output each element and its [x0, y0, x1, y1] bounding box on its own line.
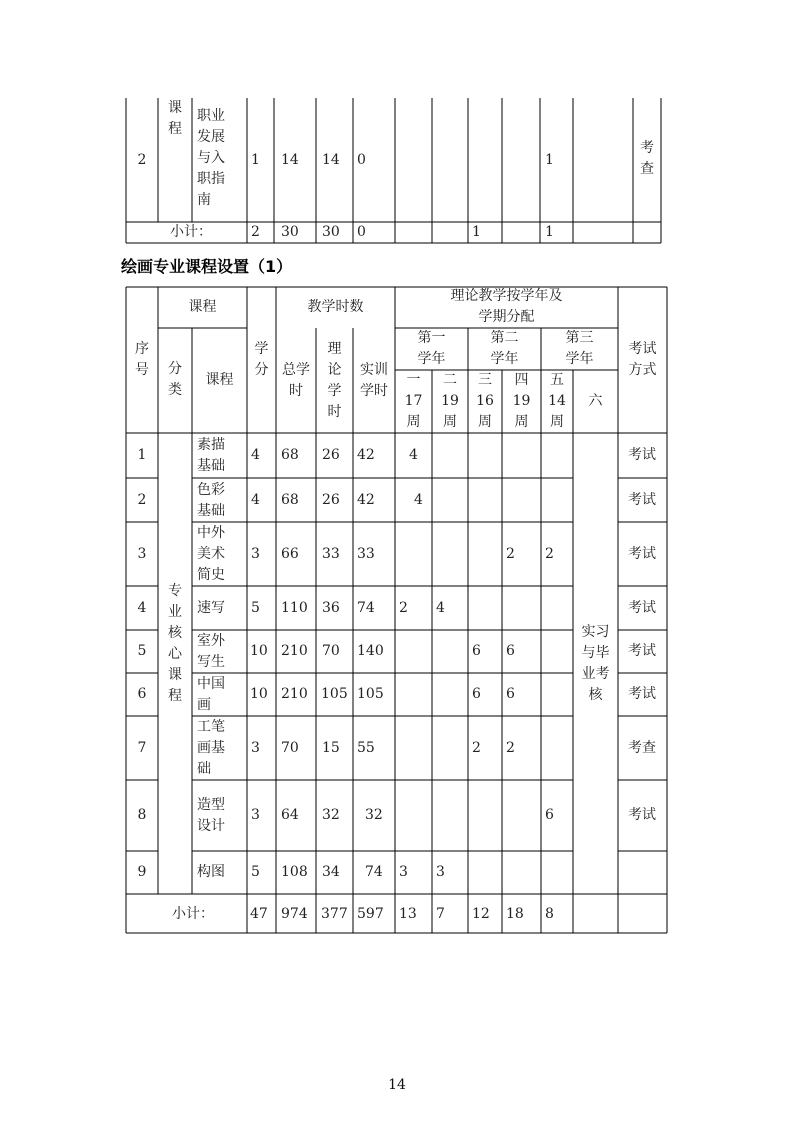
cell-practice: 74: [357, 600, 375, 616]
cell-s4: 6: [506, 643, 515, 659]
internship-note: 实习 与毕 业考 核: [581, 624, 610, 703]
cell-course: 中国 画: [197, 676, 225, 713]
cell-theory: 26: [322, 447, 340, 463]
subtotal-practice: 597: [357, 906, 384, 922]
header-schedule-group: 理论教学按学年及 学期分配: [450, 288, 563, 325]
cell-s4: 6: [506, 686, 515, 702]
top-subtotal-theory: 30: [322, 224, 340, 240]
cell-no: 7: [137, 740, 147, 756]
cell-practice: 55: [357, 740, 375, 756]
header-theory: 理 论 学 时: [327, 341, 342, 420]
header-practice: 实训 学时: [360, 362, 388, 399]
top-subtotal-s3: 1: [472, 224, 481, 240]
top-subtotal-s5: 1: [545, 224, 554, 240]
header-sem2: 二 19 周: [441, 372, 459, 430]
cell-theory: 36: [322, 600, 340, 616]
cell-s2: 4: [436, 600, 445, 616]
top-row-course: 职业 发展 与入 职指 南: [197, 108, 225, 208]
cell-total: 210: [281, 686, 308, 702]
header-sem4: 四 19 周: [512, 372, 531, 430]
cell-course: 速写: [197, 600, 225, 616]
cell-credits: 3: [251, 740, 260, 756]
header-year1: 第一 学年: [417, 330, 446, 367]
cell-course: 色彩 基础: [197, 482, 225, 519]
cell-total: 210: [281, 643, 308, 659]
top-row-theory: 14: [322, 152, 340, 168]
cell-no: 5: [137, 643, 147, 659]
cell-s4: 2: [506, 546, 515, 562]
top-subtotal-label: 小计：: [170, 224, 212, 240]
top-row-credits: 1: [251, 152, 260, 168]
cell-exam: 考试: [628, 600, 656, 616]
category-label: 专 业 核 心 课 程: [168, 583, 182, 704]
cell-exam: 考查: [628, 740, 656, 756]
cell-practice: 33: [357, 546, 375, 562]
cell-total: 66: [281, 546, 299, 562]
top-subtotal-credits: 2: [251, 224, 260, 240]
header-year2: 第二 学年: [490, 330, 519, 367]
cell-course: 室外 写生: [197, 633, 225, 670]
cell-no: 2: [137, 492, 147, 508]
top-subtotal-total: 30: [281, 224, 299, 240]
cell-s5: 2: [545, 546, 554, 562]
cell-course: 中外 美术 简史: [197, 525, 225, 583]
cell-exam: 考试: [628, 546, 656, 562]
cell-theory: 70: [322, 643, 340, 659]
cell-credits: 3: [251, 807, 260, 823]
section-title: 绘画专业课程设置（1）: [121, 257, 293, 276]
subtotal-theory: 377: [321, 906, 348, 922]
cell-theory: 105: [321, 686, 348, 702]
page-number: 14: [388, 1077, 406, 1093]
cell-practice: 74: [365, 864, 383, 880]
cell-total: 110: [281, 600, 308, 616]
subtotal-s5: 8: [545, 906, 554, 922]
cell-credits: 4: [251, 492, 260, 508]
header-seq: 序 号: [135, 341, 149, 378]
header-year3: 第三 学年: [565, 330, 594, 367]
top-row-no: 2: [137, 152, 147, 168]
cell-theory: 15: [322, 740, 340, 756]
cell-theory: 26: [322, 492, 340, 508]
top-row-s5: 1: [545, 152, 554, 168]
cell-exam: 考试: [628, 447, 656, 463]
cell-s1: 3: [399, 864, 408, 880]
header-sem3: 三 16 周: [476, 372, 494, 430]
header-course: 课程: [205, 372, 234, 388]
cell-exam: 考试: [628, 807, 656, 823]
cell-practice: 105: [357, 686, 384, 702]
cell-practice: 140: [357, 643, 384, 659]
header-credits: 学 分: [254, 341, 269, 378]
cell-s3: 2: [472, 740, 481, 756]
cell-s1: 2: [399, 600, 408, 616]
cell-no: 1: [137, 447, 147, 463]
subtotal-s3: 12: [472, 906, 490, 922]
cell-course: 素描 基础: [197, 437, 225, 474]
cell-theory: 34: [322, 864, 340, 880]
cell-course: 工笔 画基 础: [197, 719, 225, 777]
cell-credits: 10: [250, 686, 268, 702]
cell-course: 造型 设计: [197, 797, 225, 834]
cell-credits: 4: [251, 447, 260, 463]
cell-theory: 33: [322, 546, 340, 562]
cell-s2: 4: [414, 492, 423, 508]
cell-theory: 32: [322, 807, 340, 823]
cell-s2: 3: [436, 864, 445, 880]
cell-credits: 3: [251, 546, 260, 562]
cell-s3: 6: [472, 686, 481, 702]
cell-credits: 10: [250, 643, 268, 659]
cell-exam: 考试: [628, 686, 656, 702]
cell-total: 68: [281, 447, 299, 463]
header-hours-group: 教学时数: [307, 299, 364, 315]
header-sem5: 五 14 周: [548, 372, 566, 430]
header-course-group: 课程: [188, 299, 217, 315]
cell-practice: 42: [357, 447, 375, 463]
subtotal-total: 974: [281, 906, 308, 922]
cell-no: 9: [137, 864, 147, 880]
header-sem6: 六: [588, 393, 603, 409]
header-sem1: 一 17 周: [404, 372, 423, 430]
cell-s3: 6: [472, 643, 481, 659]
cell-s1: 4: [409, 447, 418, 463]
cell-credits: 5: [251, 600, 260, 616]
subtotal-s1: 13: [399, 906, 417, 922]
cell-no: 3: [137, 546, 147, 562]
cell-exam: 考试: [628, 643, 656, 659]
cell-course: 构图: [197, 864, 225, 880]
cell-exam: 考试: [628, 492, 656, 508]
cell-total: 70: [281, 740, 299, 756]
subtotal-s4: 18: [506, 906, 524, 922]
subtotal-s2: 7: [436, 906, 445, 922]
top-row-category: 课 程: [168, 100, 182, 137]
cell-practice: 32: [365, 807, 383, 823]
cell-practice: 42: [357, 492, 375, 508]
cell-no: 6: [137, 686, 147, 702]
cell-no: 4: [137, 600, 147, 616]
cell-s5: 6: [545, 807, 554, 823]
cell-total: 108: [281, 864, 308, 880]
header-category: 分 类: [168, 361, 182, 398]
cell-no: 8: [137, 807, 147, 823]
cell-s4: 2: [506, 740, 515, 756]
top-row-total: 14: [281, 152, 299, 168]
top-row-exam: 考 查: [640, 140, 654, 177]
header-total: 总学 时: [282, 362, 310, 399]
subtotal-credits: 47: [250, 906, 268, 922]
cell-total: 64: [281, 807, 299, 823]
header-exam: 考试 方式: [628, 341, 657, 378]
top-row-practice: 0: [357, 152, 366, 168]
cell-total: 68: [281, 492, 299, 508]
subtotal-label: 小计：: [172, 906, 214, 922]
top-subtotal-practice: 0: [357, 224, 366, 240]
cell-credits: 5: [251, 864, 260, 880]
